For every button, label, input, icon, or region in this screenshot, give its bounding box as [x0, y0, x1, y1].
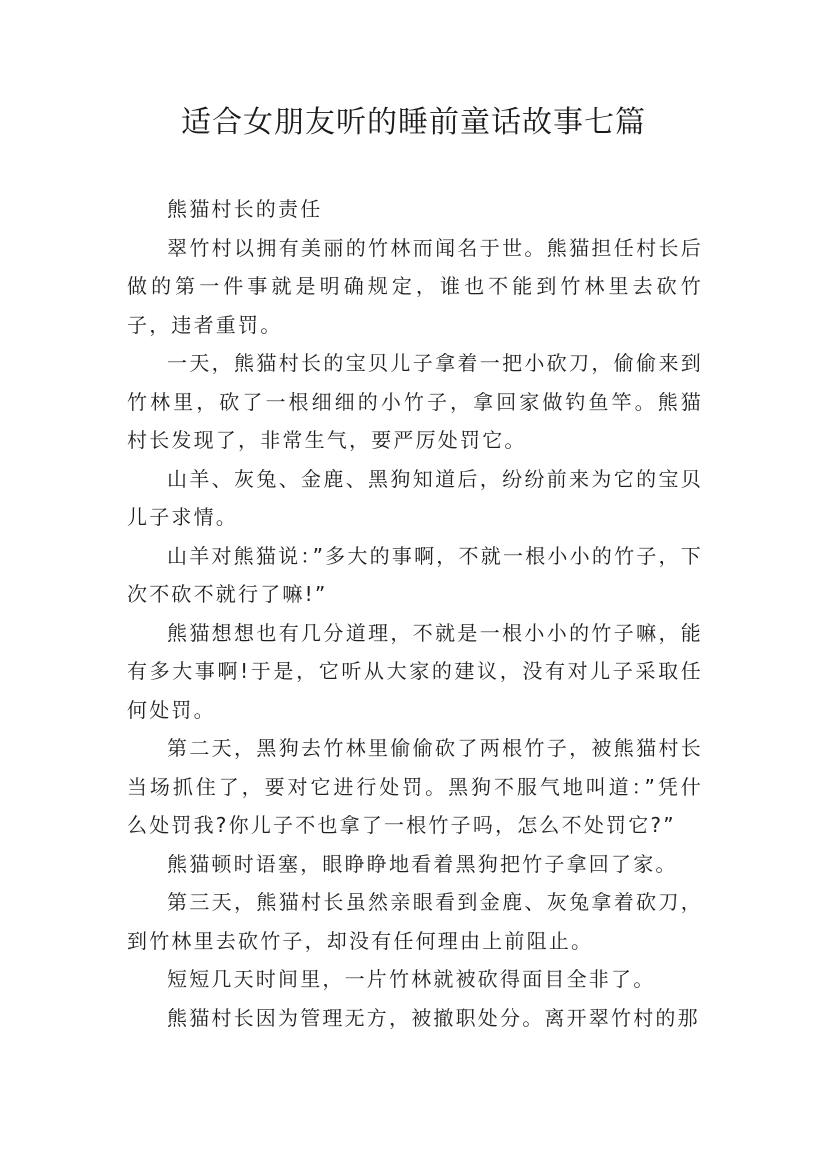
paragraph: 第二天，黑狗去竹林里偷偷砍了两根竹子，被熊猫村长当场抓住了，要对它进行处罚。黑狗不服气地叫道：”凭什么处罚我?你儿子不也拿了一根竹子吗，怎么不处罚它?”	[127, 736, 703, 837]
paragraph: 熊猫村长因为管理无方，被撤职处分。离开翠竹村的那	[167, 1005, 700, 1030]
paragraph: 翠竹村以拥有美丽的竹林而闻名于世。熊猫担任村长后做的第一件事就是明确规定，谁也不能到竹林里去砍竹子，违者重罚。	[127, 235, 703, 337]
document-title: 适合女朋友听的睡前童话故事七篇	[181, 105, 646, 140]
document-body	[127, 190, 703, 1037]
story-heading: 熊猫村长的责任	[167, 197, 323, 221]
paragraph: 第三天，熊猫村长虽然亲眼看到金鹿、灰兔拿着砍刀，到竹林里去砍竹子，却没有任何理由上前阻止。	[127, 890, 703, 953]
paragraph: 一天，熊猫村长的宝贝儿子拿着一把小砍刀，偷偷来到竹林里，砍了一根细细的小竹子，拿回家做钓鱼竿。熊猫村长发现了，非常生气，要严厉处罚它。	[127, 351, 703, 452]
paragraph: 短短几天时间里，一片竹林就被砍得面目全非了。	[167, 967, 656, 991]
paragraph: 山羊对熊猫说：”多大的事啊，不就一根小小的竹子，下次不砍不就行了嘛!”	[127, 543, 703, 606]
paragraph: 熊猫顿时语塞，眼睁睁地看着黑狗把竹子拿回了家。	[167, 851, 678, 876]
paragraph: 熊猫想想也有几分道理，不就是一根小小的竹子嘛，能有多大事啊!于是，它听从大家的建议，没有对儿子采取任何处罚。	[127, 620, 703, 722]
paragraph: 山羊、灰兔、金鹿、黑狗知道后，纷纷前来为它的宝贝儿子求情。	[127, 466, 703, 529]
